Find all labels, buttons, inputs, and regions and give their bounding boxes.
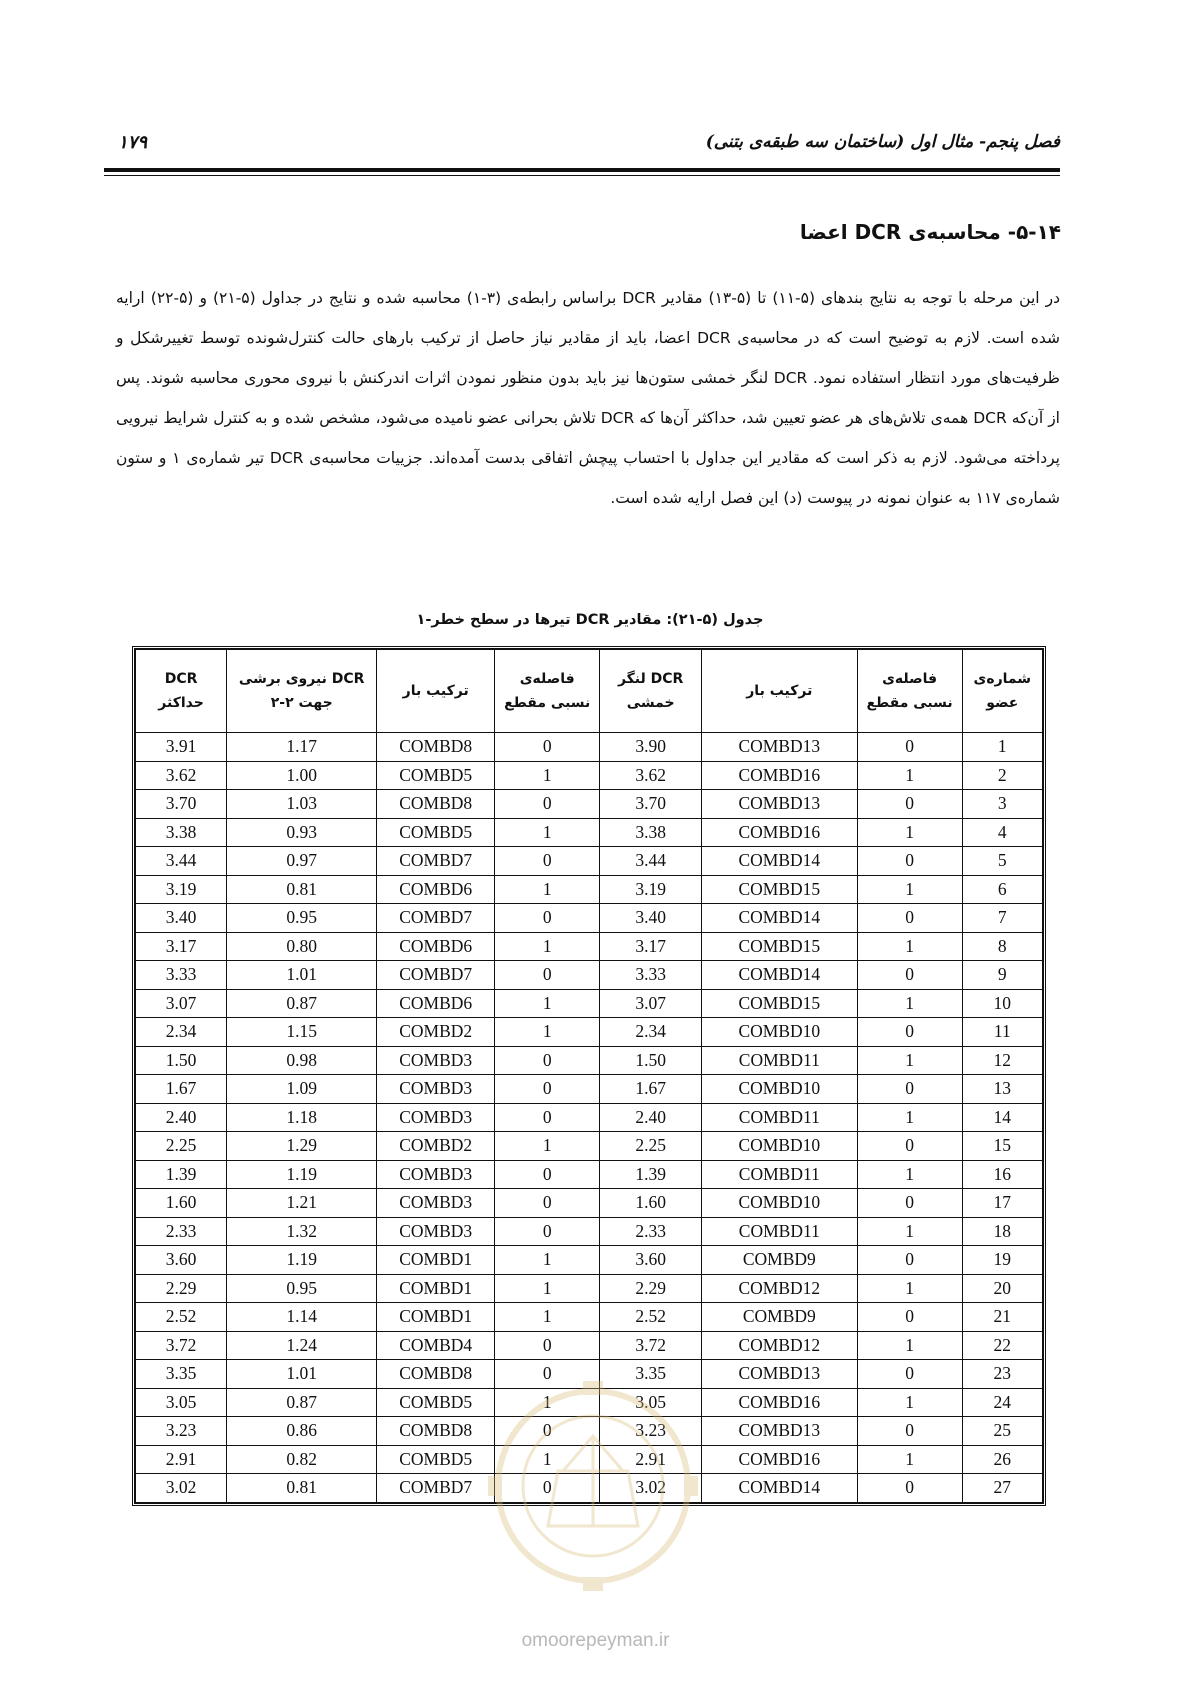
table-cell: COMBD5 [377, 1445, 495, 1474]
table-row [136, 904, 1043, 933]
table-cell: 1 [857, 875, 962, 904]
table-cell: 1 [857, 1445, 962, 1474]
column-header-line: خمشی [626, 695, 675, 711]
table-cell: 3.60 [600, 1246, 702, 1275]
table-cell: 26 [962, 1445, 1042, 1474]
column-header-line: DCR [164, 671, 198, 687]
table-cell: 1.67 [600, 1075, 702, 1104]
table-cell: 0 [857, 790, 962, 819]
table-cell: 1 [962, 733, 1042, 762]
table-cell: 1.19 [227, 1160, 377, 1189]
column-header-line: حداکثر [158, 695, 204, 711]
table-cell: COMBD14 [702, 847, 857, 876]
table-row [136, 989, 1043, 1018]
table-cell: COMBD7 [377, 1474, 495, 1503]
table-cell: COMBD3 [377, 1075, 495, 1104]
table-cell: 16 [962, 1160, 1042, 1189]
table-cell: COMBD2 [377, 1018, 495, 1047]
table-cell: 1.19 [227, 1246, 377, 1275]
table-cell: 0.95 [227, 904, 377, 933]
table-row [136, 761, 1043, 790]
table-cell: 21 [962, 1303, 1042, 1332]
body-paragraph: در این مرحله با توجه به نتایج بندهای (۵-۱۱) تا (۵-۱۳) مقادیر DCR براساس رابطه‌ی (۳-۱) محاسبه شده و نتایج در جداول (۵-۲۱) و (۵-۲۲) ارایه شده است. لازم به توضیح است که در محاسبه‌ی DCR اعضا، باید از مقادیر نیاز حاصل از ترکیب بارهای حالت کنترل‌شونده توسط تغییرشکل و ظرفیت‌های مورد انتظار استفاده نمود. DCR لنگر خمشی ستون‌ها نیز باید بدون منظور نمودن اثرات اندرکنش با نیروی محوری محاسبه شوند. پس از آن‌که DCR همه‌ی تلاش‌های هر عضو تعیین شد، حداکثر آن‌ها که DCR تلاش بحرانی عضو نامیده می‌شود، مشخص شده و به کنترل شرایط نیرویی پرداخته می‌شود. لازم به ذکر است که مقادیر این جداول با احتساب پیچش اتفاقی بدست آمده‌اند. جزییات محاسبه‌ی DCR تیر شماره‌ی ۱ و ستون شماره‌ی ۱۱۷ به عنوان نمونه در پیوست (د) این فصل ارایه شده است. [116, 289, 1060, 507]
table-cell: COMBD3 [377, 1046, 495, 1075]
table-row [136, 1217, 1043, 1246]
table-cell: 0.81 [227, 1474, 377, 1503]
column-header-line: ترکیب بار [402, 683, 469, 699]
table-cell: COMBD8 [377, 1417, 495, 1446]
table-row [136, 1103, 1043, 1132]
table-cell: COMBD16 [702, 1388, 857, 1417]
table-cell: 3.40 [136, 904, 227, 933]
table-row [136, 1046, 1043, 1075]
table-cell: 0.95 [227, 1274, 377, 1303]
column-header [136, 650, 227, 733]
watermark-seal-icon [478, 1376, 708, 1626]
table-cell: 1.32 [227, 1217, 377, 1246]
table-cell: COMBD11 [702, 1217, 857, 1246]
table-cell: 0 [857, 1360, 962, 1389]
table-cell: COMBD14 [702, 1474, 857, 1503]
table-cell: COMBD6 [377, 932, 495, 961]
table-cell: 0 [495, 733, 600, 762]
table-cell: 0.82 [227, 1445, 377, 1474]
table-cell: COMBD7 [377, 847, 495, 876]
table-cell: 0.87 [227, 1388, 377, 1417]
table-cell: 2.33 [600, 1217, 702, 1246]
table-cell: 3.33 [600, 961, 702, 990]
table-cell: 25 [962, 1417, 1042, 1446]
table-cell: 1 [857, 818, 962, 847]
table-cell: 1.17 [227, 733, 377, 762]
table-cell: COMBD7 [377, 904, 495, 933]
table-cell: 2.34 [600, 1018, 702, 1047]
table-cell: 11 [962, 1018, 1042, 1047]
table-cell: 2.91 [136, 1445, 227, 1474]
table-cell: 3.38 [136, 818, 227, 847]
table-cell: COMBD8 [377, 733, 495, 762]
column-header-line: DCR نیروی برشی [238, 671, 365, 687]
table-cell: COMBD3 [377, 1103, 495, 1132]
column-header [495, 650, 600, 733]
table-row [136, 1246, 1043, 1275]
table-cell: 3.72 [136, 1331, 227, 1360]
table-cell: 1.39 [600, 1160, 702, 1189]
table-cell: COMBD4 [377, 1331, 495, 1360]
table-cell: 1 [495, 989, 600, 1018]
table-row [136, 818, 1043, 847]
table-cell: 1.14 [227, 1303, 377, 1332]
table-cell: 7 [962, 904, 1042, 933]
table-cell: 3.35 [136, 1360, 227, 1389]
table-cell: 5 [962, 847, 1042, 876]
table-header-row [136, 650, 1043, 733]
column-header-line: DCR لنگر [617, 671, 684, 687]
table-cell: 3.02 [136, 1474, 227, 1503]
table-cell: COMBD11 [702, 1103, 857, 1132]
table-cell: 0.80 [227, 932, 377, 961]
table-cell: 10 [962, 989, 1042, 1018]
table-cell: COMBD16 [702, 1445, 857, 1474]
table-cell: 0.86 [227, 1417, 377, 1446]
table-cell: COMBD9 [702, 1303, 857, 1332]
table-cell: COMBD1 [377, 1274, 495, 1303]
table-cell: 0 [495, 904, 600, 933]
table-cell: 1 [857, 1160, 962, 1189]
table-cell: COMBD5 [377, 818, 495, 847]
table-cell: 20 [962, 1274, 1042, 1303]
table-cell: 3.23 [136, 1417, 227, 1446]
table-cell: 1 [857, 1217, 962, 1246]
table-cell: 0 [857, 904, 962, 933]
table-cell: 0 [857, 1075, 962, 1104]
table-cell: 1 [495, 1246, 600, 1275]
table-cell: 1 [495, 1274, 600, 1303]
table-cell: 1 [857, 989, 962, 1018]
table-cell: COMBD7 [377, 961, 495, 990]
table-cell: 15 [962, 1132, 1042, 1161]
table-cell: COMBD13 [702, 790, 857, 819]
table-cell: 24 [962, 1388, 1042, 1417]
table-cell: COMBD12 [702, 1274, 857, 1303]
table-cell: COMBD3 [377, 1160, 495, 1189]
table-cell: 14 [962, 1103, 1042, 1132]
table-cell: 3.70 [600, 790, 702, 819]
table-cell: 3.44 [600, 847, 702, 876]
table-cell: 1.01 [227, 1360, 377, 1389]
table-cell: 9 [962, 961, 1042, 990]
table-cell: 1.60 [136, 1189, 227, 1218]
table-cell: 0 [857, 1246, 962, 1275]
table-row [136, 1303, 1043, 1332]
column-header-line: فاصله‌ی [882, 671, 938, 687]
table-cell: 1 [857, 932, 962, 961]
table-cell: COMBD8 [377, 790, 495, 819]
table-cell: 1 [495, 1388, 600, 1417]
table-cell: 0.97 [227, 847, 377, 876]
column-header [857, 650, 962, 733]
table-row [136, 961, 1043, 990]
page-header [104, 128, 1060, 172]
table-cell: COMBD13 [702, 733, 857, 762]
column-header [377, 650, 495, 733]
table-cell: 3.07 [600, 989, 702, 1018]
table-cell: 1 [857, 1046, 962, 1075]
column-header-line: ترکیب بار [746, 683, 813, 699]
table-cell: 3.44 [136, 847, 227, 876]
table-cell: COMBD12 [702, 1331, 857, 1360]
table-cell: 0 [857, 1417, 962, 1446]
table-cell: 19 [962, 1246, 1042, 1275]
table-cell: 0.87 [227, 989, 377, 1018]
table-row [136, 1132, 1043, 1161]
table-cell: COMBD13 [702, 1417, 857, 1446]
column-header-line: فاصله‌ی [519, 671, 575, 687]
table-cell: 3.17 [600, 932, 702, 961]
table-cell: 0 [857, 1132, 962, 1161]
table-cell: 2.40 [136, 1103, 227, 1132]
table-cell: COMBD6 [377, 875, 495, 904]
table-cell: 3.19 [600, 875, 702, 904]
table-cell: 1.00 [227, 761, 377, 790]
table-cell: 1.50 [136, 1046, 227, 1075]
table-cell: 18 [962, 1217, 1042, 1246]
table-cell: 3.60 [136, 1246, 227, 1275]
table-cell: 3.62 [600, 761, 702, 790]
table-cell: 3 [962, 790, 1042, 819]
table-cell: 8 [962, 932, 1042, 961]
table-cell: 3.72 [600, 1331, 702, 1360]
table-cell: COMBD11 [702, 1160, 857, 1189]
table-cell: 0 [857, 961, 962, 990]
table-cell: 12 [962, 1046, 1042, 1075]
table-cell: 2.25 [600, 1132, 702, 1161]
table-row [136, 847, 1043, 876]
table-cell: 0.93 [227, 818, 377, 847]
table-cell: 0 [857, 1474, 962, 1503]
table-cell: 17 [962, 1189, 1042, 1218]
table-row [136, 1331, 1043, 1360]
table-cell: COMBD11 [702, 1046, 857, 1075]
table-cell: 0 [857, 1018, 962, 1047]
table-cell: 1 [857, 1331, 962, 1360]
chapter-title: فصل پنجم- مثال اول (ساختمان سه طبقه‌ی بتنی) [705, 132, 1060, 152]
section-title: ۵-۱۴- محاسبه‌ی DCR اعضا [799, 220, 1061, 244]
table-cell: 0.81 [227, 875, 377, 904]
table-cell: 3.02 [600, 1474, 702, 1503]
table-cell: COMBD1 [377, 1246, 495, 1275]
table-cell: 0 [495, 1046, 600, 1075]
table-cell: 1.29 [227, 1132, 377, 1161]
table-cell: 1.39 [136, 1160, 227, 1189]
table-cell: 0 [495, 1331, 600, 1360]
table-cell: COMBD10 [702, 1018, 857, 1047]
table-cell: 13 [962, 1075, 1042, 1104]
table-row [136, 1075, 1043, 1104]
table-cell: 0 [495, 1474, 600, 1503]
table-cell: 2.29 [136, 1274, 227, 1303]
table-cell: 0 [857, 1303, 962, 1332]
table-cell: 4 [962, 818, 1042, 847]
table-cell: 1 [495, 761, 600, 790]
header-rule-thick [104, 168, 1060, 172]
table-cell: 1.03 [227, 790, 377, 819]
table-cell: COMBD16 [702, 818, 857, 847]
table-cell: 1 [857, 1388, 962, 1417]
table-cell: 0 [495, 1217, 600, 1246]
table-row [136, 932, 1043, 961]
table-cell: 1 [857, 1103, 962, 1132]
column-header [227, 650, 377, 733]
table-cell: COMBD1 [377, 1303, 495, 1332]
table-cell: 3.19 [136, 875, 227, 904]
table-row [136, 790, 1043, 819]
table-cell: 1.67 [136, 1075, 227, 1104]
table-cell: 3.33 [136, 961, 227, 990]
table-cell: 1.15 [227, 1018, 377, 1047]
table-row [136, 1160, 1043, 1189]
table-cell: 3.35 [600, 1360, 702, 1389]
table-cell: 1 [495, 1018, 600, 1047]
table-cell: 0 [495, 1417, 600, 1446]
table-cell: 2 [962, 761, 1042, 790]
table-cell: 0 [857, 1189, 962, 1218]
table-cell: COMBD5 [377, 761, 495, 790]
page-number: ۱۷۹ [118, 132, 148, 153]
table-cell: 3.62 [136, 761, 227, 790]
table-cell: COMBD13 [702, 1360, 857, 1389]
table-cell: 3.38 [600, 818, 702, 847]
table-cell: 3.05 [136, 1388, 227, 1417]
table-cell: COMBD15 [702, 875, 857, 904]
table-cell: COMBD2 [377, 1132, 495, 1161]
table-cell: 1 [495, 1445, 600, 1474]
table-cell: COMBD6 [377, 989, 495, 1018]
table-cell: 0 [495, 790, 600, 819]
table-cell: 2.91 [600, 1445, 702, 1474]
table-cell: 3.40 [600, 904, 702, 933]
table-cell: COMBD9 [702, 1246, 857, 1275]
table-cell: 22 [962, 1331, 1042, 1360]
table-cell: 1.01 [227, 961, 377, 990]
table-cell: 1.18 [227, 1103, 377, 1132]
table-cell: COMBD3 [377, 1189, 495, 1218]
table-cell: 3.90 [600, 733, 702, 762]
watermark-site: omoorepeyman.ir [521, 1630, 670, 1651]
table-cell: 3.23 [600, 1417, 702, 1446]
table-cell: COMBD16 [702, 761, 857, 790]
table-cell: 0 [495, 1160, 600, 1189]
column-header [962, 650, 1042, 733]
table-cell: 1 [495, 875, 600, 904]
table-cell: 3.05 [600, 1388, 702, 1417]
table-row [136, 1189, 1043, 1218]
column-header [702, 650, 857, 733]
table-row [136, 1274, 1043, 1303]
header-rule-thin [104, 175, 1060, 176]
table-cell: 1.21 [227, 1189, 377, 1218]
table-cell: 1.50 [600, 1046, 702, 1075]
table-cell: 1 [857, 1274, 962, 1303]
table-cell: 0 [495, 847, 600, 876]
table-cell: 6 [962, 875, 1042, 904]
table-cell: 0.98 [227, 1046, 377, 1075]
column-header-line: جهت ۲-۲ [270, 695, 333, 711]
table-cell: 0 [495, 961, 600, 990]
table-cell: COMBD15 [702, 932, 857, 961]
table-cell: 1 [857, 761, 962, 790]
dcr-table [135, 649, 1043, 1503]
table-cell: 1 [495, 818, 600, 847]
table-cell: COMBD10 [702, 1132, 857, 1161]
table-cell: 1 [495, 1132, 600, 1161]
table-cell: 2.29 [600, 1274, 702, 1303]
table-cell: 2.52 [600, 1303, 702, 1332]
table-cell: 3.91 [136, 733, 227, 762]
table-cell: 27 [962, 1474, 1042, 1503]
table-cell: COMBD15 [702, 989, 857, 1018]
table-cell: 1.60 [600, 1189, 702, 1218]
table-cell: 0 [495, 1189, 600, 1218]
table-caption: جدول (۵-۲۱): مقادیر DCR تیرها در سطح خطر-۱ [416, 612, 764, 628]
table-row [136, 733, 1043, 762]
column-header-line: نسبی مقطع [866, 695, 953, 711]
table-cell: 0 [495, 1103, 600, 1132]
table-cell: COMBD10 [702, 1075, 857, 1104]
table-cell: 1.24 [227, 1331, 377, 1360]
table-cell: COMBD14 [702, 904, 857, 933]
table-row [136, 1018, 1043, 1047]
table-cell: 1.09 [227, 1075, 377, 1104]
column-header-line: شماره‌ی [973, 671, 1032, 687]
table-cell: 1 [495, 932, 600, 961]
table-cell: COMBD14 [702, 961, 857, 990]
table-cell: COMBD5 [377, 1388, 495, 1417]
table-cell: 0 [495, 1360, 600, 1389]
table-cell: 3.07 [136, 989, 227, 1018]
table-cell: 1 [495, 1303, 600, 1332]
table-cell: 3.70 [136, 790, 227, 819]
table-cell: 2.40 [600, 1103, 702, 1132]
table-cell: COMBD8 [377, 1360, 495, 1389]
table-cell: 3.17 [136, 932, 227, 961]
table-cell: 0 [857, 847, 962, 876]
table-cell: 2.33 [136, 1217, 227, 1246]
table-cell: COMBD10 [702, 1189, 857, 1218]
column-header [600, 650, 702, 733]
table-cell: COMBD3 [377, 1217, 495, 1246]
table-cell: 0 [495, 1075, 600, 1104]
column-header-line: نسبی مقطع [504, 695, 591, 711]
table-row [136, 875, 1043, 904]
table-cell: 23 [962, 1360, 1042, 1389]
table-cell: 2.52 [136, 1303, 227, 1332]
table-cell: 0 [857, 733, 962, 762]
table-cell: 2.25 [136, 1132, 227, 1161]
column-header-line: عضو [986, 695, 1019, 711]
table-cell: 2.34 [136, 1018, 227, 1047]
